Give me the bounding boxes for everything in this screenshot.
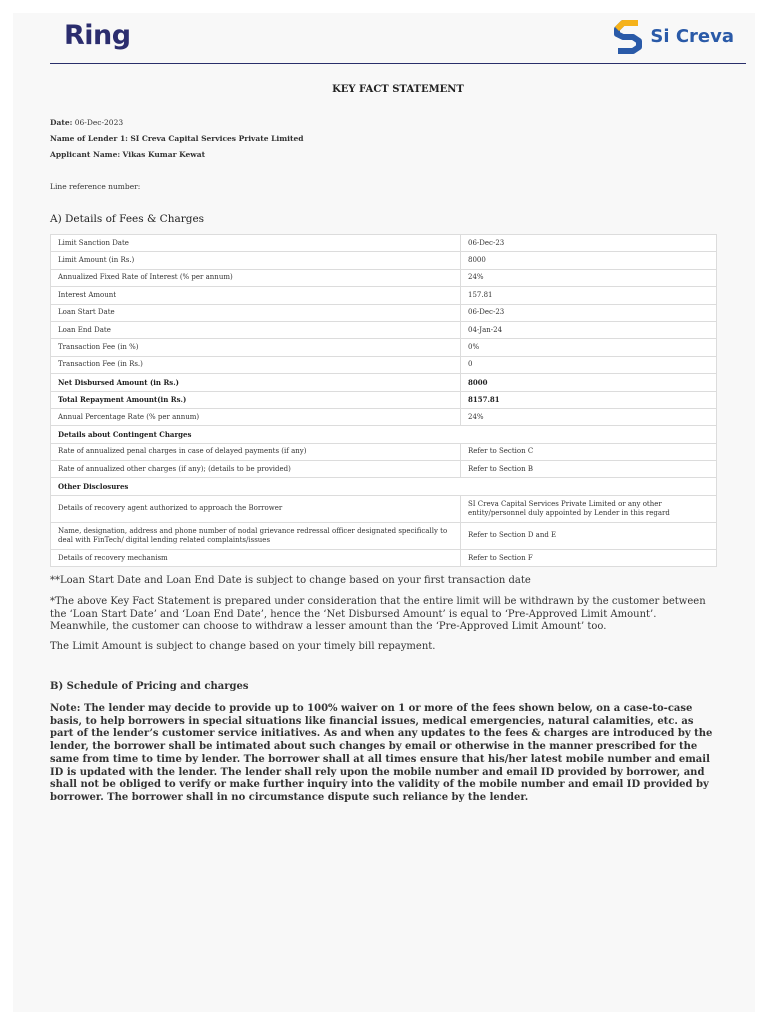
table-row: Limit Amount (in Rs.) 8000 <box>51 252 717 269</box>
table-row: Details of recovery agent authorized to approach the Borrower SI Creva Capital Services Private Limited or any other entity/personnel duly appointed by Lender in this regard <box>51 495 717 522</box>
lender-value: SI Creva Capital Services Private Limited <box>130 134 304 143</box>
table-row: Annual Percentage Rate (% per annum) 24% <box>51 408 717 425</box>
note-loan-dates: **Loan Start Date and Loan End Date is subject to change based on your first transaction date <box>50 575 531 586</box>
document-header <box>50 13 746 64</box>
table-subheading-other: Other Disclosures <box>51 478 717 495</box>
table-row: Loan Start Date 06-Dec-23 <box>51 304 717 321</box>
table-row: Loan End Date 04-Jan-24 <box>51 321 717 338</box>
lender-label: Name of Lender 1: <box>50 134 128 143</box>
table-row: Annualized Fixed Rate of Interest (% per annum) 24% <box>51 269 717 286</box>
table-row: Name, designation, address and phone number of nodal grievance redressal officer designated specifically to deal with FinTech/ digital lending related complaints/issues Refer to Section D and E <box>51 522 717 549</box>
sicreva-wordmark: Si Creva <box>650 25 734 47</box>
fees-table <box>50 234 717 567</box>
table-row: Net Disbursed Amount (in Rs.) 8000 <box>51 374 717 391</box>
sicreva-mark-icon <box>611 17 645 55</box>
section-b-heading: B) Schedule of Pricing and charges <box>50 681 249 692</box>
lender-line <box>50 134 304 143</box>
ring-logo: Ring <box>64 20 131 51</box>
table-row: Transaction Fee (in Rs.) 0 <box>51 356 717 373</box>
applicant-line <box>50 150 205 159</box>
table-row: Limit Sanction Date 06-Dec-23 <box>51 235 717 252</box>
section-a-heading: A) Details of Fees & Charges <box>50 213 205 225</box>
table-row: Total Repayment Amount(in Rs.) 8157.81 <box>51 391 717 408</box>
table-subheading-contingent: Details about Contingent Charges <box>51 426 717 443</box>
note-kfs-assumption: *The above Key Fact Statement is prepared under consideration that the entire limit will be withdrawn by the customer between the ‘Loan Start Date’ and ‘Loan End Date’, hence the ‘Net Disbursed Amount’ is equal to ‘Pre-Approved Limit Amount’. Meanwhile, the customer can choose to withdraw a lesser amount than the ‘Pre-Approved Limit Amount’ too. <box>50 596 706 632</box>
table-row: Rate of annualized penal charges in case of delayed payments (if any) Refer to Section C <box>51 443 717 460</box>
sicreva-logo <box>611 17 734 55</box>
document-page <box>13 13 755 1012</box>
date-label: Date: <box>50 118 73 127</box>
line-reference: Line reference number: <box>50 182 141 191</box>
table-row: Transaction Fee (in %) 0% <box>51 339 717 356</box>
applicant-value: Vikas Kumar Kewat <box>122 150 206 159</box>
table-row: Rate of annualized other charges (if any); (details to be provided) Refer to Section B <box>51 461 717 478</box>
document-title: KEY FACT STATEMENT <box>332 84 464 95</box>
applicant-label: Applicant Name: <box>50 150 121 159</box>
table-row: Interest Amount 157.81 <box>51 287 717 304</box>
table-row: Details of recovery mechanism Refer to Section F <box>51 549 717 566</box>
date-line <box>50 118 123 127</box>
section-b-note: Note: The lender may decide to provide up to 100% waiver on 1 or more of the fees shown below, on a case-to-case basis, to help borrowers in special situations like financial issues, medical emergencies, natural calamities, etc. as part of the lender’s customer service initiatives. As and when any updates to the fees & charges are introduced by the lender, the borrower shall be intimated about such changes by email or otherwise in the manner prescribed for the same from time to time by lender. The borrower shall at all times ensure that his/her latest mobile number and email ID is updated with the lender. The lender shall rely upon the mobile number and email ID provided by borrower, and shall not be obliged to verify or make further inquiry into the validity of the mobile number and email ID provided by borrower. The borrower shall in no circumstance dispute such reliance by the lender. <box>50 703 713 803</box>
date-value: 06-Dec-2023 <box>74 118 124 127</box>
note-limit-amount: The Limit Amount is subject to change based on your timely bill repayment. <box>50 641 436 652</box>
